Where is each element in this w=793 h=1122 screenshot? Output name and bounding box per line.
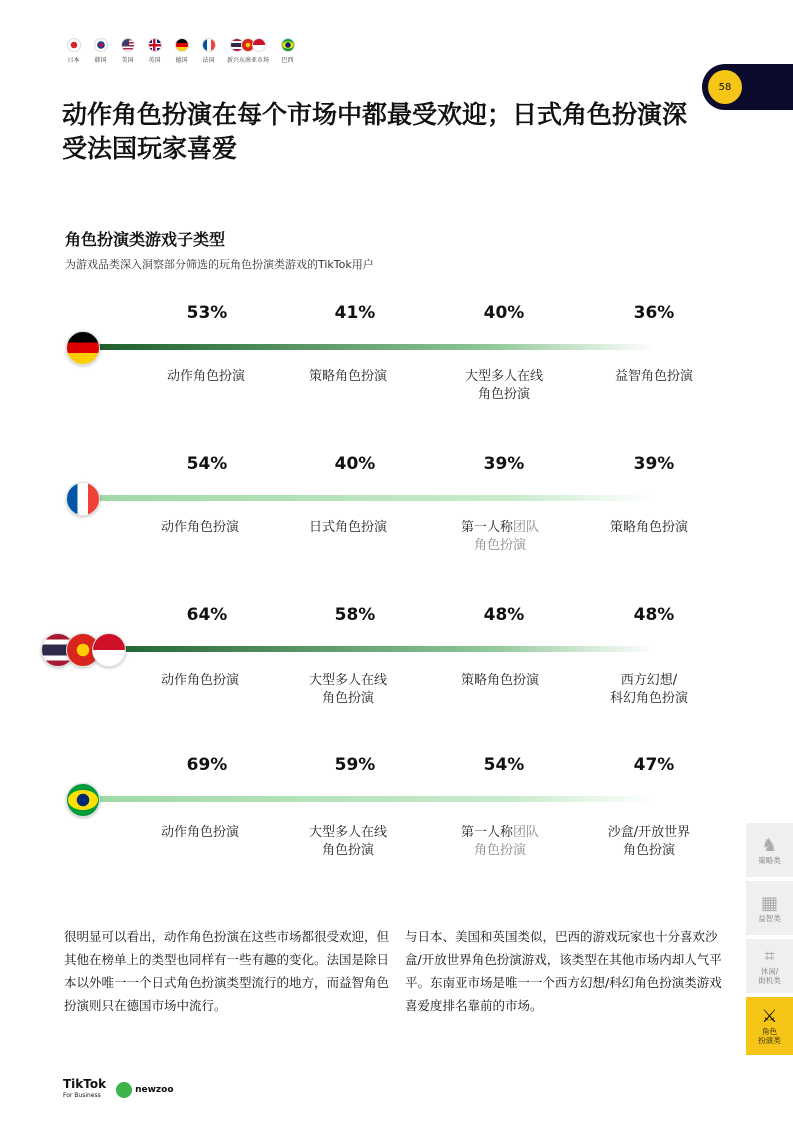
subgenre-label: 动作角色扮演	[160, 673, 239, 688]
sidebar-item-arcade[interactable]	[746, 939, 793, 993]
subgenre-label: 动作角色扮演	[166, 369, 245, 384]
flag-label: 新兴东南亚市场	[226, 57, 269, 64]
percent-value: 69%	[186, 755, 228, 775]
subgenre-label: 西方幻想/ 科幻角色扮演	[609, 673, 688, 706]
subgenre-label: 动作角色扮演	[160, 520, 239, 535]
sea-flags-icon	[230, 38, 266, 52]
percent-value: 54%	[186, 454, 228, 474]
brazil-flag-icon	[281, 38, 295, 52]
flag-label: 美国	[121, 57, 134, 64]
sidebar-item-label: 休闲/ 街机类	[758, 967, 781, 985]
flag-label: 德国	[175, 57, 188, 64]
market-bar	[95, 344, 655, 350]
market-bar	[95, 646, 655, 652]
flag-label: 韩国	[94, 57, 107, 64]
usa-flag-icon	[121, 38, 135, 52]
indonesia-flag-icon	[92, 633, 126, 667]
uk-flag-icon	[148, 38, 162, 52]
sidebar-item-rpg[interactable]	[746, 997, 793, 1055]
flag-uk	[143, 38, 166, 64]
brazil-flag-icon	[66, 783, 100, 817]
sidebar-item-label: 策略类	[758, 855, 781, 865]
category-sidebar	[746, 823, 793, 1059]
subgenre-label: 大型多人在线 角色扮演	[308, 825, 387, 858]
percent-value: 40%	[334, 454, 376, 474]
flag-france	[197, 38, 220, 64]
arcade-icon: ⌗	[764, 946, 775, 967]
tiktok-logo: TikTok For Business	[63, 1077, 107, 1099]
flag-label: 巴西	[281, 57, 294, 64]
sidebar-item-label: 益智类	[758, 913, 781, 923]
subgenre-label: 策略角色扮演	[609, 520, 688, 535]
body-text-left: 很明显可以看出，动作角色扮演在这些市场都很受欢迎，但其他在榜单上的类型也同样有一些有趣的变化。法国是除日本以外唯一一个日式角色扮演类型流行的地方，而益智角色扮演则只在德国市场中流行。	[64, 929, 390, 1013]
percent-value: 47%	[633, 755, 675, 775]
puzzle-icon: ▦	[760, 892, 778, 914]
percent-value: 40%	[483, 303, 525, 323]
market-row-france	[0, 451, 793, 581]
france-flag-icon	[66, 482, 100, 516]
percent-value: 54%	[483, 755, 525, 775]
page-title: 动作角色扮演在每个市场中都最受欢迎；日式角色扮演深受法国玩家喜爱	[62, 100, 688, 163]
subgenre-label: 大型多人在线 角色扮演	[464, 369, 543, 402]
market-row-sea	[0, 602, 793, 732]
body-text-right: 与日本、美国和英国类似，巴西的游戏玩家也十分喜欢沙盒/开放世界角色扮演游戏，该类型在其他市场内却人气平平。东南亚市场是唯一一个西方幻想/科幻角色扮演类游戏喜爱度排名靠前的市场。	[405, 929, 722, 1013]
subgenre-label: 大型多人在线 角色扮演	[308, 673, 387, 706]
subgenre-label: 第一人称团队 角色扮演	[460, 520, 540, 553]
subgenre-label: 策略角色扮演	[308, 369, 387, 384]
section-subtitle: 角色扮演类游戏子类型	[65, 230, 226, 249]
subgenre-label: 第一人称团队 角色扮演	[460, 825, 540, 858]
flag-bar	[62, 38, 299, 64]
percent-value: 48%	[483, 605, 525, 625]
newzoo-icon	[116, 1082, 132, 1098]
percent-value: 39%	[483, 454, 525, 474]
percent-value: 58%	[334, 605, 376, 625]
percent-value: 39%	[633, 454, 675, 474]
flag-sea	[224, 38, 272, 64]
korea-flag-icon	[94, 38, 108, 52]
percent-value: 53%	[186, 303, 228, 323]
sidebar-item-label: 角色 扮演类	[758, 1027, 781, 1045]
germany-flag-icon	[175, 38, 189, 52]
flag-label: 日本	[67, 57, 80, 64]
market-row-brazil	[0, 752, 793, 882]
page-number: 58	[708, 70, 742, 104]
percent-value: 36%	[633, 303, 675, 323]
subgenre-label: 日式角色扮演	[308, 520, 387, 535]
flag-label: 法国	[202, 57, 215, 64]
japan-flag-icon	[67, 38, 81, 52]
flag-germany	[170, 38, 193, 64]
subgenre-label: 动作角色扮演	[160, 825, 239, 840]
market-bar	[95, 796, 655, 802]
newzoo-logo: newzoo	[116, 1082, 173, 1098]
market-bar	[95, 495, 655, 501]
section-description: 为游戏品类深入洞察部分筛选的玩角色扮演类游戏的TikTok用户	[65, 258, 374, 271]
sidebar-item-puzzle[interactable]	[746, 881, 793, 935]
germany-flag-icon	[66, 331, 100, 365]
percent-value: 59%	[334, 755, 376, 775]
flag-brazil	[276, 38, 299, 64]
flag-label: 英国	[148, 57, 161, 64]
flag-japan	[62, 38, 85, 64]
percent-value: 64%	[186, 605, 228, 625]
subgenre-label: 沙盒/开放世界 角色扮演	[607, 825, 691, 858]
flag-korea	[89, 38, 112, 64]
footer-logos	[63, 1078, 174, 1102]
percent-value: 48%	[633, 605, 675, 625]
page-number-tab	[702, 64, 793, 110]
subgenre-label: 益智角色扮演	[614, 369, 693, 384]
market-row-germany	[0, 300, 793, 430]
flag-usa	[116, 38, 139, 64]
percent-value: 41%	[334, 303, 376, 323]
subgenre-label: 策略角色扮演	[460, 673, 539, 688]
france-flag-icon	[202, 38, 216, 52]
sidebar-item-strategy[interactable]	[746, 823, 793, 877]
chess-knight-icon: ♞	[761, 834, 778, 856]
rpg-icon: ⚔	[761, 1006, 778, 1027]
